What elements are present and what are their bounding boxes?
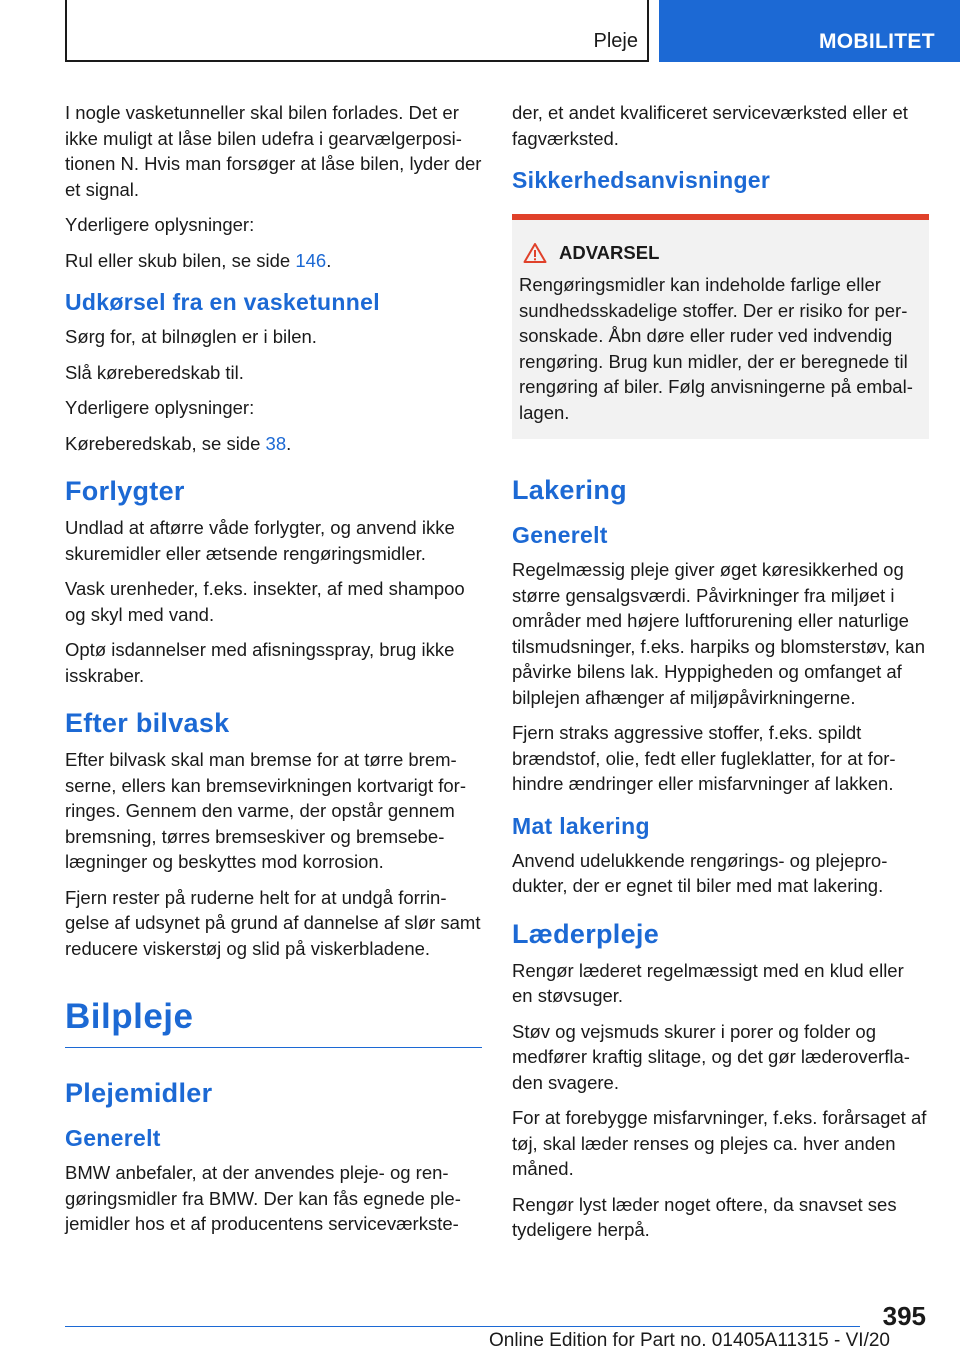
page-link-146[interactable]: 146 [295,249,327,271]
paragraph: Fjern rester på ruderne helt for at undgå forringelse af udsynet på grund af dannelse af slør samt reducere viskerstøj og slid på viskerbladene. [65,886,481,959]
heading-headlights: Forlygter [65,476,185,506]
heading-paintwork: Lakering [512,475,627,505]
heading-safety-instructions: Sikkerhedsanvisninger [512,167,771,193]
right-column [512,100,929,1253]
heading-exit-wash-tunnel: Udkørsel fra en vasketunnel [65,289,380,315]
header-chapter-tab[interactable] [659,0,960,62]
warning-label: ADVARSEL [559,242,660,263]
paragraph: Anvend udelukkende rengørings- og plejeprodukter, der er egnet til biler med mat lakering. [512,849,888,896]
header-chapter-label: MOBILITET [819,30,935,53]
paragraph: Rengør lyst læder noget oftere, da snavset ses tydeligere herpå. [512,1193,897,1240]
paragraph: der, et andet kvalificeret serviceværksted eller et fagværksted. [512,102,908,149]
paragraph: For at forebygge misfarvninger, f.eks. forårsaget af tøj, skal læder renses og plejes ca. hver anden måned. [512,1107,927,1179]
paragraph: Støv og vejsmuds skurer i porer og folder og medfører kraftig slitage, og det gør læderoverfladen svagere. [512,1020,910,1093]
paragraph: Køreberedskab, se side 38. [65,432,292,454]
heading-leather-care: Læderpleje [512,918,660,949]
paragraph: Rengør læderet regelmæssigt med en klud eller en støvsuger. [512,959,904,1006]
page-number: 395 [882,1301,926,1331]
paragraph: Undlad at aftørre våde forlygter, og anvend ikke skuremidler eller ætsende rengøringsmidler. [65,517,455,564]
paragraph: Slå køreberedskab til. [65,361,244,383]
footer-edition: Online Edition for Part no. 01405A11315 - VI/20 [488,1330,890,1351]
footer-divider [65,1326,860,1327]
heading-care-products: Plejemidler [65,1078,213,1108]
warning-box [512,214,929,439]
warning-text: Rengøringsmidler kan indeholde farlige eller sundhedsskadelige stoffer. Der er risiko for personskade. Åbn døre eller ruder ved indvendig rengøring. Brug kun midler, der er beregnede til rengøring af biler. Følg anvisningerne på emballagen. [519,274,913,423]
section-title-car-care: Bilpleje [65,997,194,1036]
heading-matte-paint: Mat lakering [512,812,650,839]
page-link-38[interactable]: 38 [265,432,287,454]
heading-general: Generelt [512,522,608,548]
paragraph: Sørg for, at bilnøglen er i bilen. [65,326,317,347]
section-divider [65,1047,482,1048]
paragraph: Regelmæssig pleje giver øget køresikkerhed og større gensalgsværdi. Påvirkninger fra miljøet i områder med højere luftforurening eller naturlige tilsmudsninger, f.eks. harpiks og blomsterstøv, kan påvirke bilens lak. Hyppigheden og omfanget af bilplejen afhænger af miljøpåvirkningerne. [512,559,925,708]
paragraph: I nogle vasketunneller skal bilen forlades. Det er ikke muligt at låse bilen udefra i gearvælgerpositionen N. Hvis man forsøger at låse bilen, lyder der et signal. [65,102,482,200]
paragraph: Optø isdannelser med afisningsspray, brug ikke isskraber. [65,639,455,686]
paragraph: Yderligere oplysninger: [65,397,255,418]
heading-general: Generelt [65,1125,161,1151]
paragraph: Fjern straks aggressive stoffer, f.eks. spildt brændstof, olie, fedt eller fugleklatter, for at forhindre ændringer eller misfarvninger af lakken. [512,722,896,794]
paragraph: Rul eller skub bilen, se side 146. [65,249,332,271]
paragraph: Vask urenheder, f.eks. insekter, af med shampoo og skyl med vand. [65,578,465,625]
heading-after-car-wash: Efter bilvask [65,708,230,738]
header-section-title: Pleje [593,30,638,52]
paragraph: Efter bilvask skal man bremse for at tørre bremserne, ellers kan bremsevirkningen kortvarigt forringes. Gennem den varme, der opstår gennem bremsning, tørres bremseskiver og bremsebelægninger og beskyttes mod korrosion. [65,749,467,872]
warning-triangle-icon [523,242,547,264]
paragraph: Yderligere oplysninger: [65,214,255,235]
left-column [65,100,482,1247]
header-frame [65,0,649,62]
warning-title [519,242,923,264]
paragraph: BMW anbefaler, at der anvendes pleje- og rengøringsmidler fra BMW. Der kan fås egnede plejemidler hos et af producentens serviceværkste- [65,1162,461,1234]
